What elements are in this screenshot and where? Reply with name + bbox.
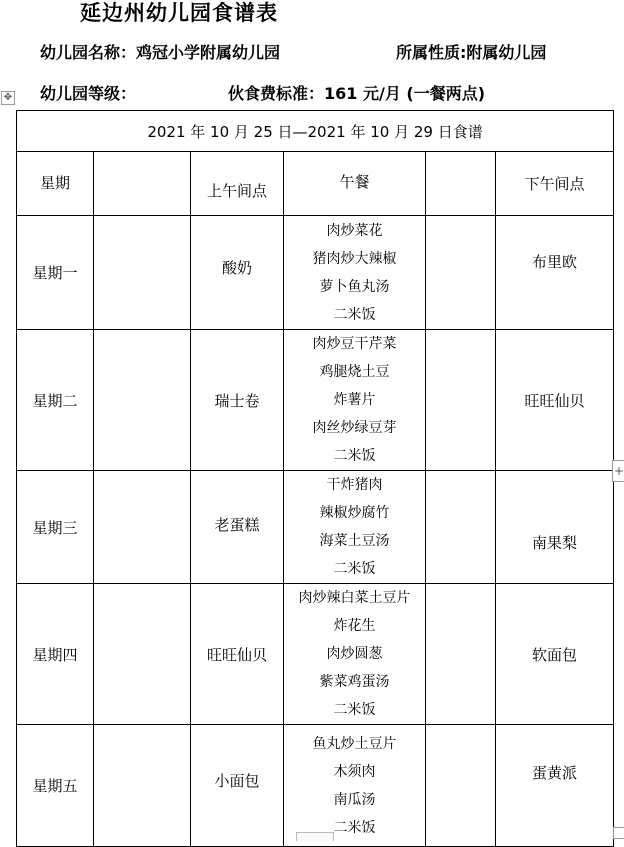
fee-line [228,84,485,104]
weekday-cell[interactable]: 星期一 [17,216,94,330]
weekday-cell[interactable]: 星期四 [17,584,94,725]
lunch-cell[interactable] [284,216,426,330]
morning-snack-cell[interactable]: 小面包 [191,725,284,847]
header-morning-snack[interactable]: 上午间点 [191,152,284,216]
afternoon-snack-cell[interactable]: 蛋黄派 [496,725,614,847]
lunch-item: 炸花生 [333,618,376,634]
header-empty-2[interactable] [426,152,496,216]
morning-snack-cell[interactable]: 老蛋糕 [191,471,284,584]
lunch-item: 炸薯片 [333,392,376,408]
empty-cell[interactable] [426,330,496,471]
lunch-item: 肉炒豆干芹菜 [312,336,397,352]
lunch-item: 猪肉炒大辣椒 [312,250,397,267]
lunch-cell[interactable] [284,584,426,725]
kindergarten-name-line [40,43,280,63]
menu-table [16,110,614,847]
fee-label: 伙食费标准： [228,84,325,103]
lunch-item: 肉丝炒绿豆芽 [312,420,397,436]
afternoon-snack-cell[interactable]: 布里欧 [496,216,614,330]
table-row [17,216,614,330]
kindergarten-name-label: 幼儿园名称： [40,43,137,62]
lunch-item: 二米饭 [333,702,376,718]
header-afternoon-snack[interactable]: 下午间点 [496,152,614,216]
lunch-list [284,330,425,470]
morning-snack-cell[interactable]: 瑞士卷 [191,330,284,471]
lunch-list [284,584,425,724]
weekday-cell[interactable]: 星期五 [17,725,94,847]
date-range-cell[interactable]: 2021 年 10 月 25 日—2021 年 10 月 29 日食谱 [17,111,614,152]
lunch-item: 鱼丸炒土豆片 [312,735,397,752]
lunch-item: 南瓜汤 [333,791,376,808]
afternoon-snack-cell[interactable]: 旺旺仙贝 [496,330,614,471]
lunch-list [284,730,425,842]
afternoon-snack-cell[interactable]: 软面包 [496,584,614,725]
nature-label: 所属性质: [396,43,467,62]
table-row [17,725,614,847]
nature-line [396,43,546,63]
lunch-item: 海菜土豆汤 [319,533,390,549]
table-row [17,330,614,471]
lunch-cell[interactable] [284,330,426,471]
lunch-item: 肉炒圆葱 [326,646,383,662]
lunch-item: 二米饭 [333,561,376,577]
empty-cell[interactable] [426,471,496,584]
lunch-cell[interactable] [284,471,426,584]
empty-cell[interactable] [94,471,191,584]
morning-snack-cell[interactable]: 旺旺仙贝 [191,584,284,725]
lunch-item: 二米饭 [333,306,376,323]
lunch-item: 鸡腿烧土豆 [319,364,390,380]
header-empty-1[interactable] [94,152,191,216]
weekday-cell[interactable]: 星期三 [17,471,94,584]
weekday-cell[interactable]: 星期二 [17,330,94,471]
empty-cell[interactable] [94,216,191,330]
lunch-item: 二米饭 [333,819,376,836]
lunch-item: 肉炒辣白菜土豆片 [298,590,411,606]
grade-label: 幼儿园等级： [40,84,137,103]
lunch-list [284,217,425,329]
lunch-item: 木须肉 [333,763,376,780]
empty-cell[interactable] [94,584,191,725]
header-lunch[interactable]: 午餐 [284,152,426,216]
lunch-list [284,471,425,583]
lunch-item: 紫菜鸡蛋汤 [319,674,390,690]
resize-handle-icon[interactable] [613,827,624,839]
empty-cell[interactable] [426,216,496,330]
empty-cell[interactable] [426,725,496,847]
nature-value: 附属幼儿园 [466,43,547,62]
lunch-cell[interactable] [284,725,426,847]
move-arrows-icon[interactable]: ✥ [1,91,15,105]
lunch-item: 肉炒菜花 [326,222,383,239]
empty-cell[interactable] [94,725,191,847]
lunch-item: 萝卜鱼丸汤 [319,278,390,295]
lunch-item: 二米饭 [333,448,376,464]
afternoon-snack-cell[interactable]: 南果梨 [496,471,614,584]
fee-value: 161 元/月 (一餐两点) [324,84,486,103]
document-title: 延边州幼儿园食谱表 [80,1,278,25]
table-row [17,471,614,584]
lunch-item: 干炸猪肉 [326,477,383,493]
empty-cell[interactable] [426,584,496,725]
kindergarten-name-value: 鸡冠小学附属幼儿园 [136,43,281,62]
empty-cell[interactable] [94,330,191,471]
lunch-item: 辣椒炒腐竹 [319,505,390,521]
table-row [17,584,614,725]
morning-snack-cell[interactable]: 酸奶 [191,216,284,330]
header-weekday[interactable]: 星期 [17,152,94,216]
plus-icon[interactable]: + [612,460,624,482]
